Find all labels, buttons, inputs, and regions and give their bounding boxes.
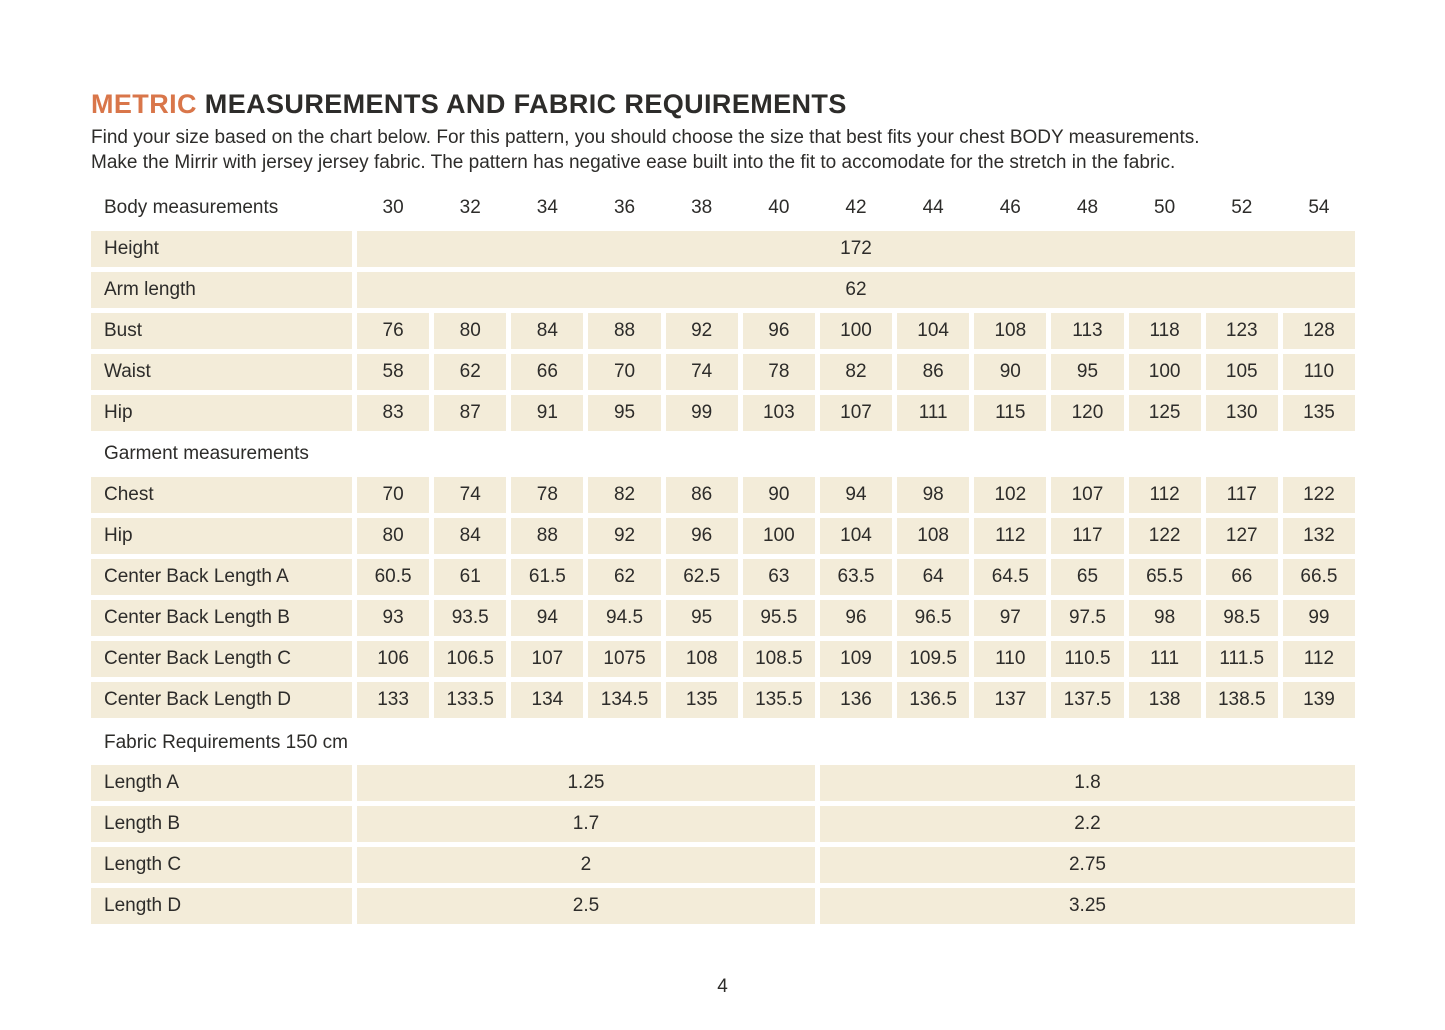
measurement-cell: 96 [743,313,815,349]
table-row [91,806,1355,842]
page-title [91,88,1355,120]
measurement-cell: 115 [974,395,1046,431]
measurement-cell: 86 [897,354,969,390]
size-column-header: 36 [613,197,636,218]
row-label: Arm length [91,272,352,308]
measurement-cell: 62.5 [666,559,738,595]
measurement-cell: 70 [588,354,660,390]
measurement-cell: 137.5 [1051,682,1123,718]
measurement-cell: 122 [1283,477,1355,513]
measurement-cell: 84 [434,518,506,554]
measurement-cell: 94 [511,600,583,636]
measurement-cell: 74 [666,354,738,390]
measurement-cell: 92 [588,518,660,554]
page-title-accent: METRIC [91,89,197,119]
measurement-cell: 106 [357,641,429,677]
measurement-cell: 74 [434,477,506,513]
measurement-cell: 118 [1129,313,1201,349]
fabric-right-cell: 2.75 [820,847,1355,883]
measurement-cell: 112 [1129,477,1201,513]
garment-section-label: Garment measurements [104,443,309,464]
measurement-cell: 66 [1206,559,1278,595]
measurement-cell: 111 [1129,641,1201,677]
measurement-cell: 94 [820,477,892,513]
measurement-cell: 134 [511,682,583,718]
measurement-cell: 61 [434,559,506,595]
row-label: Center Back Length D [91,682,352,718]
measurement-cell: 1075 [588,641,660,677]
size-column-header: 42 [845,197,867,218]
fabric-left-cell: 2 [357,847,815,883]
table-row [91,354,1355,390]
measurement-cell: 93.5 [434,600,506,636]
measurement-cell: 135.5 [743,682,815,718]
table-row [91,641,1355,677]
measurement-cell: 113 [1051,313,1123,349]
fabric-section-label: Fabric Requirements 150 cm [104,732,348,753]
page-number: 4 [717,976,728,997]
measurement-cell: 95 [1051,354,1123,390]
measurement-cell: 88 [588,313,660,349]
measurement-cell: 70 [357,477,429,513]
measurement-cell: 109 [820,641,892,677]
header-label: Body measurements [104,197,279,218]
measurement-cell: 98.5 [1206,600,1278,636]
measurement-cell: 110 [1283,354,1355,390]
row-label: Center Back Length A [91,559,352,595]
table-row [91,231,1355,267]
measurement-cell: 108 [974,313,1046,349]
table-header-row [91,190,1355,226]
size-column-header: 34 [536,197,558,218]
body-measurement-rows [91,231,1355,431]
measurement-cell: 125 [1129,395,1201,431]
measurement-cell: 91 [511,395,583,431]
measurement-cell: 110.5 [1051,641,1123,677]
measurement-cell: 94.5 [588,600,660,636]
measurement-cell: 82 [588,477,660,513]
size-column-header: 32 [459,197,481,218]
measurement-cell: 64.5 [974,559,1046,595]
row-label: Center Back Length B [91,600,352,636]
table-row [91,272,1355,308]
measurement-cell: 90 [974,354,1046,390]
measurement-cell: 58 [357,354,429,390]
measurement-cell: 87 [434,395,506,431]
measurement-cell: 82 [820,354,892,390]
measurement-cell: 66 [511,354,583,390]
table-row [91,518,1355,554]
row-label: Length C [91,847,352,883]
measurement-cell: 117 [1206,477,1278,513]
intro-text [91,125,1355,175]
row-label: Length A [91,765,352,801]
measurement-cell: 130 [1206,395,1278,431]
fabric-right-cell: 1.8 [820,765,1355,801]
row-label: Hip [91,395,352,431]
measurement-cell: 63.5 [820,559,892,595]
garment-measurement-rows [91,477,1355,718]
measurement-cell: 117 [1051,518,1123,554]
measurement-cell: 98 [1129,600,1201,636]
measurement-cell: 137 [974,682,1046,718]
fabric-left-cell: 2.5 [357,888,815,924]
measurement-cell: 134.5 [588,682,660,718]
measurement-cell: 123 [1206,313,1278,349]
measurement-cell: 135 [1283,395,1355,431]
measurement-cell: 136 [820,682,892,718]
measurement-cell: 104 [820,518,892,554]
measurement-cell: 108 [897,518,969,554]
measurement-cell: 107 [1051,477,1123,513]
measurement-cell: 99 [1283,600,1355,636]
measurement-cell: 78 [511,477,583,513]
document-page [0,88,1445,998]
measurement-cell: 78 [743,354,815,390]
measurement-cell: 95.5 [743,600,815,636]
measurement-cell: 100 [1129,354,1201,390]
measurement-cell: 138 [1129,682,1201,718]
measurement-cell: 99 [666,395,738,431]
table-row [91,600,1355,636]
measurement-cell: 64 [897,559,969,595]
measurement-cell: 62 [434,354,506,390]
measurement-cell: 132 [1283,518,1355,554]
measurement-cell: 61.5 [511,559,583,595]
fabric-requirement-rows [91,765,1355,924]
measurement-cell: 136.5 [897,682,969,718]
measurement-cell: 80 [434,313,506,349]
measurement-cell: 60.5 [357,559,429,595]
table-row [91,395,1355,431]
measurement-cell: 111 [897,395,969,431]
measurement-cell: 100 [820,313,892,349]
row-label: Chest [91,477,352,513]
row-label: Hip [91,518,352,554]
measurement-cell: 83 [357,395,429,431]
measurement-cell: 109.5 [897,641,969,677]
merged-value-cell: 172 [357,231,1355,267]
measurement-cell: 106.5 [434,641,506,677]
row-label: Bust [91,313,352,349]
measurement-cell: 96 [666,518,738,554]
measurement-cell: 84 [511,313,583,349]
measurement-cell: 103 [743,395,815,431]
measurement-cell: 104 [897,313,969,349]
measurement-cell: 98 [897,477,969,513]
measurement-cell: 88 [511,518,583,554]
table-row [91,888,1355,924]
measurement-cell: 65.5 [1129,559,1201,595]
table-row [91,682,1355,718]
measurement-cell: 135 [666,682,738,718]
fabric-left-cell: 1.7 [357,806,815,842]
measurement-cell: 127 [1206,518,1278,554]
row-label: Center Back Length C [91,641,352,677]
intro-line-1: Find your size based on the chart below. For this pattern, you should choose the size that best fits your chest BODY measurements. [91,127,1200,148]
size-table [91,190,1355,924]
measurement-cell: 90 [743,477,815,513]
measurement-cell: 97 [974,600,1046,636]
merged-value-cell: 62 [357,272,1355,308]
table-row [91,765,1355,801]
measurement-cell: 65 [1051,559,1123,595]
table-row [91,847,1355,883]
measurement-cell: 66.5 [1283,559,1355,595]
table-row [91,477,1355,513]
row-label: Waist [91,354,352,390]
measurement-cell: 80 [357,518,429,554]
size-column-header: 44 [922,197,944,218]
intro-line-2: Make the Mirrir with jersey jersey fabric. The pattern has negative ease built into the fit to accomodate for the stretch in the fabric. [91,152,1176,173]
fabric-right-cell: 2.2 [820,806,1355,842]
size-column-header: 48 [1076,197,1099,218]
size-column-header: 50 [1154,197,1176,218]
row-label: Length D [91,888,352,924]
measurement-cell: 100 [743,518,815,554]
measurement-cell: 62 [588,559,660,595]
size-column-header: 38 [691,197,713,218]
measurement-cell: 139 [1283,682,1355,718]
measurement-cell: 108 [666,641,738,677]
measurement-cell: 63 [743,559,815,595]
measurement-cell: 76 [357,313,429,349]
measurement-cell: 95 [666,600,738,636]
measurement-cell: 122 [1129,518,1201,554]
table-row [91,313,1355,349]
measurement-cell: 97.5 [1051,600,1123,636]
size-column-header: 54 [1308,197,1330,218]
measurement-cell: 110 [974,641,1046,677]
row-label: Length B [91,806,352,842]
page-title-rest: MEASUREMENTS AND FABRIC REQUIREMENTS [196,89,847,119]
fabric-left-cell: 1.25 [357,765,815,801]
measurement-cell: 128 [1283,313,1355,349]
measurement-cell: 111.5 [1206,641,1278,677]
measurement-cell: 105 [1206,354,1278,390]
measurement-cell: 107 [511,641,583,677]
measurement-cell: 95 [588,395,660,431]
measurement-cell: 112 [974,518,1046,554]
table-row [91,559,1355,595]
measurement-cell: 96.5 [897,600,969,636]
measurement-cell: 120 [1051,395,1123,431]
measurement-cell: 86 [666,477,738,513]
size-column-header: 52 [1231,197,1253,218]
size-column-header: 30 [382,197,404,218]
measurement-cell: 107 [820,395,892,431]
measurement-cell: 138.5 [1206,682,1278,718]
size-column-header: 46 [999,197,1021,218]
fabric-right-cell: 3.25 [820,888,1355,924]
measurement-cell: 96 [820,600,892,636]
measurement-cell: 112 [1283,641,1355,677]
measurement-cell: 102 [974,477,1046,513]
measurement-cell: 133.5 [434,682,506,718]
measurement-cell: 92 [666,313,738,349]
size-column-header: 40 [768,197,790,218]
measurement-cell: 93 [357,600,429,636]
row-label: Height [91,231,352,267]
measurement-cell: 133 [357,682,429,718]
measurement-cell: 108.5 [743,641,815,677]
